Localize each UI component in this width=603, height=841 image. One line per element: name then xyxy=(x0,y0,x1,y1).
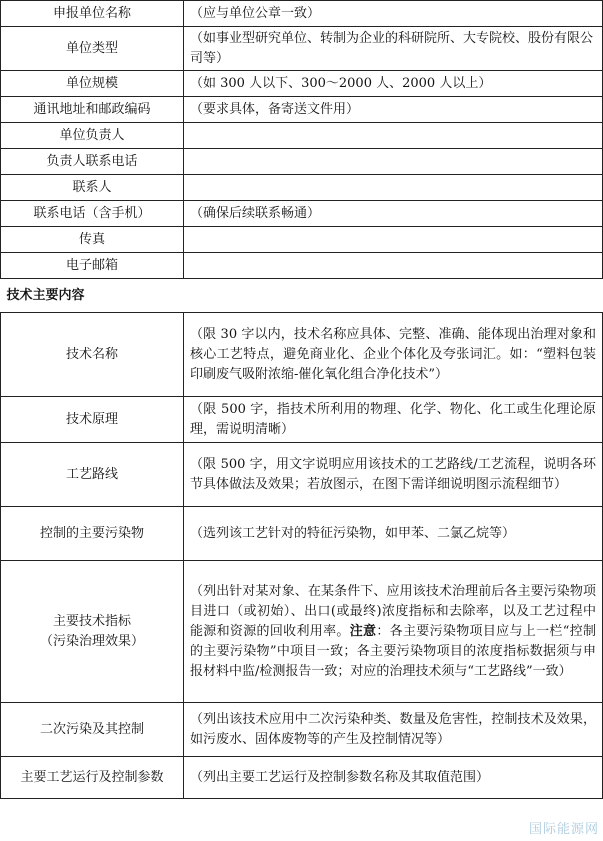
label-unit-head: 单位负责人 xyxy=(1,123,184,149)
row-contact-phone xyxy=(1,201,603,227)
value-unit-type[interactable]: （如事业型研究单位、转制为企业的科研院所、大专院校、股份有限公司等） xyxy=(184,27,603,71)
row-secondary-pollution xyxy=(1,703,603,757)
row-main-pollutants xyxy=(1,507,603,561)
row-unit-name xyxy=(1,1,603,27)
section-tech-header xyxy=(1,279,603,313)
indicator-text-part1: （列出针对某对象、在某条件下、应用该技术治理前后各主要污染物项目进口（或初始）、出口(或最终)浓度指标和去除率，以及工艺过程中能源和资源的回收利用率。 xyxy=(190,583,596,639)
value-head-phone[interactable] xyxy=(184,149,603,175)
row-address xyxy=(1,97,603,123)
row-head-phone xyxy=(1,149,603,175)
value-tech-name[interactable]: （限 30 字以内，技术名称应具体、完整、准确、能体现出治理对象和核心工艺特点，避免商业化、企业个体化及夸张词汇。如：“塑料包装印刷废气吸附浓缩-催化氧化组合净化技术”） xyxy=(184,313,603,397)
row-tech-name xyxy=(1,313,603,397)
row-process-route xyxy=(1,443,603,507)
value-tech-indicators[interactable] xyxy=(184,561,603,703)
label-address: 通讯地址和邮政编码 xyxy=(1,97,184,123)
row-process-params xyxy=(1,757,603,799)
watermark-logo: 国际能源网 xyxy=(528,822,599,837)
indicator-text-part2: ：各主要污染物项目应与上一栏“控制的主要污染物”中项目一致；各主要污染物项目的浓度指标数据须与申报材料中监/检测报告一致；对应的治理技术须与“工艺路线”一致） xyxy=(190,623,596,679)
section-title: 技术主要内容 xyxy=(1,279,603,313)
value-process-route[interactable]: （限 500 字，用文字说明应用该技术的工艺路线/工艺流程，说明各环节具体做法及效果；若放图示，在图下需详细说明图示流程细节） xyxy=(184,443,603,507)
row-email xyxy=(1,253,603,279)
row-unit-scale xyxy=(1,71,603,97)
label-tech-indicators-line2: （污染治理效果） xyxy=(39,633,144,649)
label-unit-type: 单位类型 xyxy=(1,27,184,71)
row-unit-head xyxy=(1,123,603,149)
value-email[interactable] xyxy=(184,253,603,279)
row-tech-indicators xyxy=(1,561,603,703)
value-main-pollutants[interactable]: （选列该工艺针对的特征污染物，如甲苯、二氯乙烷等） xyxy=(184,507,603,561)
label-contact-phone: 联系电话（含手机） xyxy=(1,201,184,227)
value-process-params[interactable]: （列出主要工艺运行及控制参数名称及其取值范围） xyxy=(184,757,603,799)
label-unit-scale: 单位规模 xyxy=(1,71,184,97)
label-process-route: 工艺路线 xyxy=(1,443,184,507)
label-process-params: 主要工艺运行及控制参数 xyxy=(1,757,184,799)
label-fax: 传真 xyxy=(1,227,184,253)
label-unit-name: 申报单位名称 xyxy=(1,1,184,27)
label-tech-indicators xyxy=(1,561,184,703)
label-tech-principle: 技术原理 xyxy=(1,397,184,443)
value-unit-head[interactable] xyxy=(184,123,603,149)
indicator-note-label: 注意 xyxy=(349,623,377,639)
label-main-pollutants: 控制的主要污染物 xyxy=(1,507,184,561)
value-unit-scale[interactable]: （如 300 人以下、300～2000 人、2000 人以上） xyxy=(184,71,603,97)
value-contact[interactable] xyxy=(184,175,603,201)
label-tech-name: 技术名称 xyxy=(1,313,184,397)
row-unit-type xyxy=(1,27,603,71)
value-unit-name[interactable]: （应与单位公章一致） xyxy=(184,1,603,27)
label-email: 电子邮箱 xyxy=(1,253,184,279)
row-tech-principle xyxy=(1,397,603,443)
value-secondary-pollution[interactable]: （列出该技术应用中二次污染种类、数量及危害性，控制技术及效果，如污废水、固体废物等的产生及控制情况等） xyxy=(184,703,603,757)
label-contact: 联系人 xyxy=(1,175,184,201)
label-head-phone: 负责人联系电话 xyxy=(1,149,184,175)
label-tech-indicators-line1: 主要技术指标 xyxy=(52,613,131,629)
value-contact-phone[interactable]: （确保后续联系畅通） xyxy=(184,201,603,227)
row-contact xyxy=(1,175,603,201)
value-tech-principle[interactable]: （限 500 字，指技术所利用的物理、化学、物化、化工或生化理论原理，需说明清晰） xyxy=(184,397,603,443)
row-fax xyxy=(1,227,603,253)
label-secondary-pollution: 二次污染及其控制 xyxy=(1,703,184,757)
value-address[interactable]: （要求具体，备寄送文件用） xyxy=(184,97,603,123)
value-fax[interactable] xyxy=(184,227,603,253)
